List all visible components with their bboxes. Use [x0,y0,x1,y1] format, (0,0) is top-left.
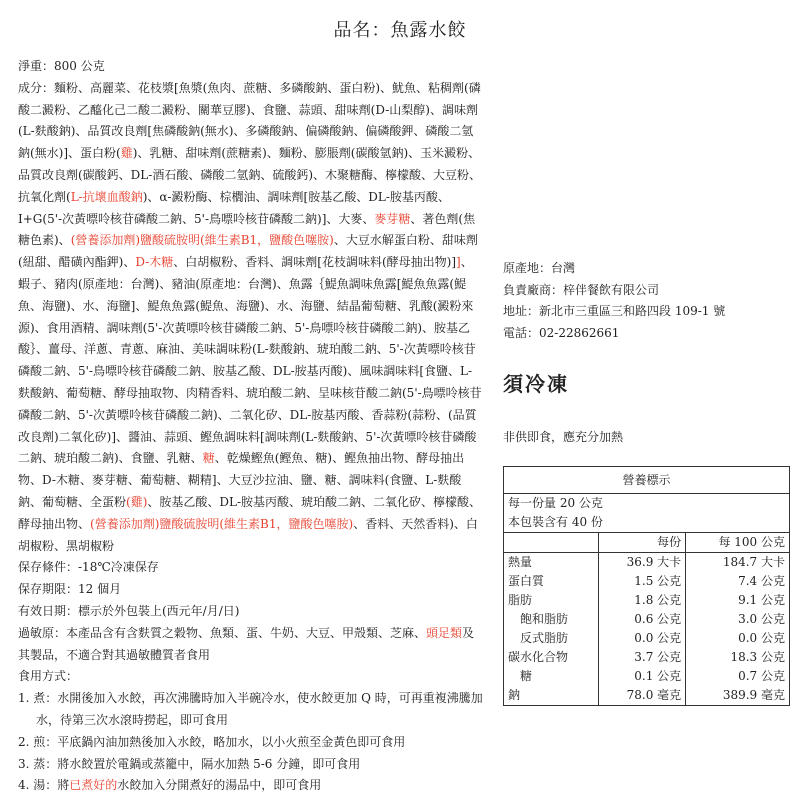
method-fry: 2. 煎：平底鍋內油加熱後加入水餃，略加水，以小火煎至金黃色即可食用 [18,734,406,749]
col-per-serving: 每份 [598,533,685,553]
ingredients: 成分：麵粉、高麗菜、花枝漿[魚漿(魚肉、蔗糖、多磷酸鈉、蛋白粉)、魷魚、粘稠劑(磷酸二澱粉、乙醯化己二酸二澱粉、關華豆膠)、食鹽、蒜頭、甜味劑(D-山梨醇)、調味劑(L-麩酸鈉)、品質改良劑[焦磷酸鈉(無水)、多磷酸鈉、偏磷酸鈉、偏磷酸鉀、磷酸二氫鈉(無水)]、蛋白粉(雞)、乳糖、甜味劑(蔗糖素)、麵粉、膨脹劑(碳酸氫鈉)、玉米澱粉、品質改良劑(碳酸鈣、DL-酒石酸、磷酸二氫鈉、硫酸鈣)、木聚糖酶、檸檬酸、大豆粉、抗氧化劑(L-抗壞血酸鈉)、α-澱粉酶、棕櫚油、調味劑[胺基乙酸、DL-胺基丙酸、I+G(5'-次黃嘌呤核苷磷酸二鈉、5'-鳥嘌呤核苷磷酸二鈉)]、大麥、麥芽糖、著色劑(焦糖色素)、(營養添加劑)鹽酸硫胺明(維生素B1，鹽酸色噻胺)、大豆水解蛋白粉、甜味劑(紐甜、醋磺內酯鉀)、D-木糖、白胡椒粉、香料、調味劑[花枝調味料(酵母抽出物)]]、蝦子、豬肉(原產地：台灣)、豬油(原產地：台灣)、魚露｛鯷魚調味魚露[鯷魚魚露(鯷魚、海鹽)、水、海鹽]、鯷魚魚露(鯷魚、海鹽)、水、海鹽、結晶葡萄糖、乳酸(澱粉來源)、食用酒精、調味劑(5'-次黃嘌呤核苷磷酸二鈉、5'-鳥嘌呤核苷磷酸二鈉)、胺基乙酸｝、薑母、洋蔥、青蔥、麻油、美味調味粉(L-麩酸鈉、琥珀酸二鈉、5'-次黃嘌呤核苷磷酸二鈉、5'-鳥嘌呤核苷磷酸二鈉、胺基乙酸、DL-胺基丙酸)、風味調味料[食鹽、L-麩酸鈉、葡萄糖、酵母抽取物、肉精香料、琥珀酸二鈉、呈味核苷酸二鈉(5'-鳥嘌呤核苷磷酸二鈉、5'-次黃嘌呤核苷磷酸二鈉)、二氧化矽、DL-胺基丙酸、香蒜粉(蒜粉、(品質改良劑)二氧化矽)]、醬油、蒜頭、鰹魚調味料[調味劑(L-麩酸鈉、5'-次黃嘌呤核苷磷酸二鈉、琥珀酸二鈉)、食鹽、乳糖、糖、乾燥鰹魚(鰹魚、糖)、鰹魚抽出物、酵母抽出物、D-木糖、麥芽糖、葡萄糖、糊精]、大豆沙拉油、鹽、糖、調味料(食鹽、L-麩酸鈉、葡萄糖、全蛋粉(雞)、胺基乙酸、DL-胺基丙酸、琥珀酸二鈉、二氧化矽、檸檬酸、酵母抽出物、(營養添加劑)鹽酸硫胺明(維生素B1，鹽酸色噻胺)、香料、天然香料)、白胡椒粉、黑胡椒粉 [18,80,482,553]
maker-info [503,258,793,344]
table-row: 鈉 78.0 毫克 389.9 毫克 [504,686,790,706]
nutrition-header-blank [504,533,599,553]
table-row: 飽和脂肪 0.6 公克 3.0 公克 [504,610,790,629]
keep-frozen-heading: 須冷凍 [503,372,569,396]
product-title: 品名：魚露水餃 [333,20,467,41]
serving-size: 每一份量 20 公克 [504,494,790,514]
expiry-date: 有效日期：標示於外包裝上(西元年/月/日) [18,603,240,618]
method-soup: 4. 湯：將已煮好的水餃加入分開煮好的湯品中，即可食用 [18,778,322,793]
net-weight: 淨重：800 公克 [18,59,105,73]
label-left-column [18,56,484,797]
col-per-100g: 每 100 公克 [686,533,790,553]
table-row: 蛋白質 1.5 公克 7.4 公克 [504,572,790,591]
nutrition-table [503,466,790,706]
method-boil: 1. 煮：水開後加入水餃，再次沸騰時加入半碗冷水，使水餃更加 Q 時，可再重複沸騰加水，待第三次水滾時撈起，即可食用 [18,691,483,727]
heating-note: 非供即食，應充分加熱 [503,430,624,444]
table-row: 糖 0.1 公克 0.7 公克 [504,667,790,686]
phone: 電話：02-22862661 [503,325,620,340]
manufacturer: 負責廠商：梓伴餐飲有限公司 [503,282,660,297]
table-row: 熱量 36.9 大卡 184.7 大卡 [504,553,790,573]
table-row: 脂肪 1.8 公克 9.1 公克 [504,591,790,610]
table-row: 碳水化合物 3.7 公克 18.3 公克 [504,648,790,667]
nutrition-title: 營養標示 [504,467,790,494]
table-row: 反式脂肪 0.0 公克 0.0 公克 [504,629,790,648]
address: 地址：新北市三重區三和路四段 109-1 號 [503,304,726,318]
shelf-life: 保存期限：12 個月 [18,582,122,597]
storage-condition: 保存條件：-18℃冷凍保存 [18,560,159,575]
origin: 原產地：台灣 [503,261,576,275]
method-title: 食用方式： [18,669,79,684]
allergen-info: 過敏原：本產品含有含麩質之穀物、魚類、蛋、牛奶、大豆、甲殼類、芝麻、頭足類及其製品，不適合對其過敏體質者食用 [18,625,475,662]
servings-per-pack: 本包裝含有 40 份 [504,513,790,533]
method-steam: 3. 蒸：將水餃置於電鍋或蒸籠中，隔水加熱 5-6 分鐘，即可食用 [18,756,361,771]
